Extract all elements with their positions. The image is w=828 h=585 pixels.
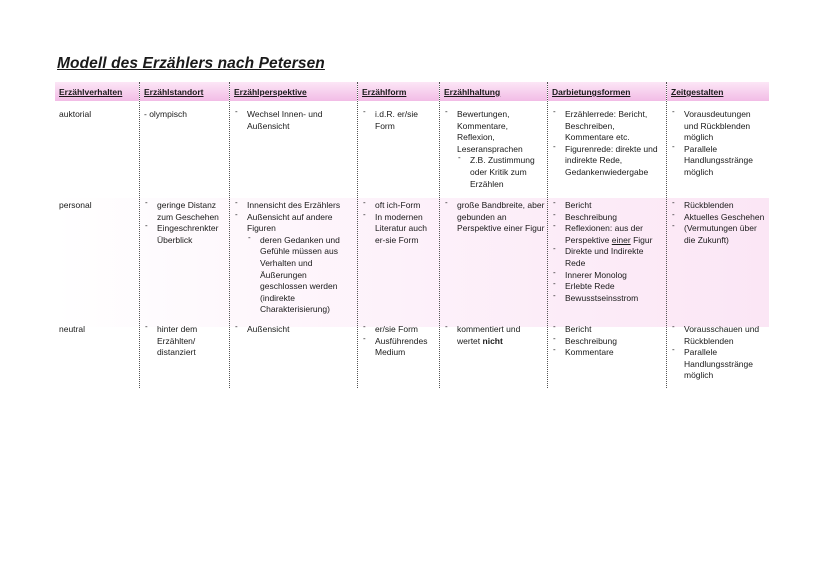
cell-darbietung-neutral bbox=[552, 324, 664, 359]
cell-zeit-auktorial bbox=[671, 109, 767, 179]
cell-darbietung-personal bbox=[552, 200, 664, 304]
list-item: - Beschreibung bbox=[553, 333, 617, 346]
header-erzaehlhaltung: Erzählhaltung bbox=[440, 82, 547, 101]
list-item: - Reflexionen: aus der Perspektive einer Figur bbox=[553, 221, 653, 245]
list-item: - Erzählerrede: Bericht, Beschreiben, Kommentare etc. bbox=[553, 107, 648, 143]
list-item: - große Bandbreite, aber gebunden an Perspektive einer Figur bbox=[445, 198, 545, 234]
cell-label-personal: personal bbox=[59, 200, 92, 210]
list-item: - Figurenrede: direkte und indirekte Rede, Gedankenwiedergabe bbox=[553, 141, 658, 177]
cell-haltung-neutral bbox=[444, 324, 545, 347]
list-item: - i.d.R. er/sie Form bbox=[363, 107, 418, 131]
cell-standort-neutral bbox=[144, 324, 227, 359]
list-item: - Bewusstseinsstrom bbox=[553, 290, 639, 303]
list-item: - Erlebte Rede bbox=[553, 279, 615, 292]
cell-standort-auktorial bbox=[144, 109, 227, 121]
cell-perspektive-personal bbox=[234, 200, 355, 316]
column-zeitgestalten bbox=[667, 82, 769, 388]
list-item: - Wechsel Innen- und Außensicht bbox=[235, 107, 323, 131]
list-item: - oft ich-Form bbox=[363, 198, 421, 210]
list-item: - Ausführendes Medium bbox=[363, 333, 428, 358]
cell-form-auktorial bbox=[362, 109, 437, 132]
cell-form-neutral bbox=[362, 324, 437, 359]
cell-zeit-personal bbox=[671, 200, 767, 246]
list-item: - Bericht bbox=[553, 322, 592, 334]
list-item: - (Vermutungen über die Zukunft) bbox=[672, 221, 757, 245]
list-item: - Außensicht bbox=[235, 322, 290, 334]
list-item: - Kommentare bbox=[553, 345, 614, 358]
header-zeitgestalten: Zeitgestalten bbox=[667, 82, 769, 101]
list-item: - Bewertungen, Kommentare, Reflexion, Leseransprachen bbox=[445, 107, 523, 154]
cell-zeit-neutral bbox=[671, 324, 767, 382]
cell-standort-personal bbox=[144, 200, 227, 246]
column-erzaehlverhalten bbox=[55, 82, 140, 388]
column-erzaehlform bbox=[358, 82, 440, 388]
list-item: - Vorausschauen und Rückblenden bbox=[672, 322, 760, 346]
header-darbietungsformen: Darbietungsformen bbox=[548, 82, 666, 101]
list-item: - er/sie Form bbox=[363, 322, 418, 334]
list-item: - kommentiert und wertet nicht bbox=[445, 322, 521, 346]
header-erzaehlverhalten: Erzählverhalten bbox=[55, 82, 139, 101]
header-erzaehlform: Erzählform bbox=[358, 82, 439, 101]
column-erzaehlhaltung bbox=[440, 82, 548, 388]
column-erzaehlstandort bbox=[140, 82, 230, 388]
list-item: - Parallele Handlungsstränge möglich bbox=[672, 345, 753, 381]
cell-label-neutral: neutral bbox=[59, 324, 85, 334]
list-item: - Parallele Handlungsstränge möglich bbox=[672, 141, 753, 177]
list-item: - Außensicht auf andere Figuren bbox=[235, 209, 333, 234]
list-item: - Aktuelles Geschehen bbox=[672, 209, 765, 222]
column-darbietungsformen bbox=[548, 82, 667, 388]
list-item: - Direkte und Indirekte Rede bbox=[553, 244, 644, 268]
list-item: - deren Gedanken und Gefühle müssen aus Verhalten und Äußerungen geschlossen werden (indirekte Charakterisierung) bbox=[248, 232, 340, 315]
narrator-model-table bbox=[55, 82, 769, 388]
list-item: - olympisch bbox=[144, 109, 187, 119]
cell-label-auktorial: auktorial bbox=[59, 109, 92, 119]
cell-perspektive-neutral bbox=[234, 324, 355, 336]
list-item: - hinter dem Erzählten/ distanziert bbox=[145, 322, 198, 358]
cell-haltung-personal bbox=[444, 200, 545, 235]
cell-haltung-auktorial bbox=[444, 109, 545, 190]
list-item: - Z.B. Zustimmung oder Kritik zum Erzählen bbox=[458, 153, 535, 189]
list-item: - Bericht bbox=[553, 198, 592, 210]
list-item: - Vorausdeutungen und Rückblenden möglich bbox=[672, 107, 751, 143]
list-item: - Innerer Monolog bbox=[553, 267, 627, 280]
header-erzaehlstandort: Erzählstandort bbox=[140, 82, 229, 101]
list-item: - Innensicht des Erzählers bbox=[235, 198, 341, 210]
header-erzaehlperspektive: Erzählperspektive bbox=[230, 82, 357, 101]
page-title: Modell des Erzählers nach Petersen bbox=[57, 55, 325, 72]
cell-darbietung-auktorial bbox=[552, 109, 664, 179]
column-erzaehlperspektive bbox=[230, 82, 358, 388]
list-item: - Eingeschrenkter Überblick bbox=[145, 221, 219, 245]
list-item: - In modernen Literatur auch er-sie Form bbox=[363, 209, 427, 245]
list-item: - Rückblenden bbox=[672, 198, 734, 210]
list-item: - Beschreibung bbox=[553, 209, 617, 222]
list-item: - geringe Distanz zum Geschehen bbox=[145, 198, 219, 222]
cell-form-personal bbox=[362, 200, 437, 246]
cell-perspektive-auktorial bbox=[234, 109, 355, 132]
